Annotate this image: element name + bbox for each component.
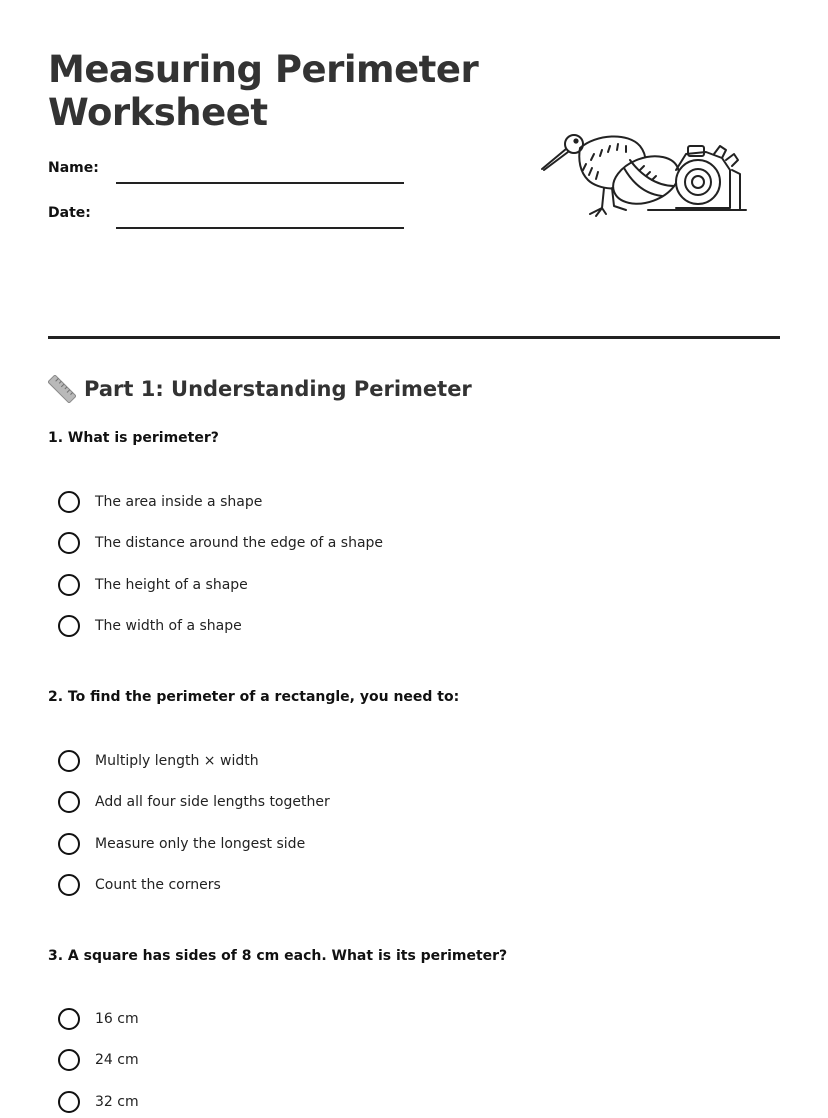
ruler-icon xyxy=(48,375,76,403)
radio-button[interactable] xyxy=(58,1008,80,1030)
worksheet-title xyxy=(48,48,478,134)
question-2-option-1[interactable] xyxy=(58,748,259,774)
question-3 xyxy=(48,946,788,1110)
question-3-option-1[interactable] xyxy=(58,1006,139,1032)
option-label: The height of a shape xyxy=(95,577,248,593)
radio-button[interactable] xyxy=(58,491,80,513)
radio-button[interactable] xyxy=(58,833,80,855)
radio-button[interactable] xyxy=(58,750,80,772)
date-underline xyxy=(116,227,404,229)
name-input[interactable] xyxy=(116,162,404,182)
section-heading xyxy=(48,373,472,405)
question-2-option-4[interactable] xyxy=(58,872,221,898)
option-label: The width of a shape xyxy=(95,618,242,634)
section-title: Part 1: Understanding Perimeter xyxy=(84,377,472,401)
option-label: 32 cm xyxy=(95,1094,139,1110)
question-2-option-3[interactable] xyxy=(58,831,305,857)
radio-button[interactable] xyxy=(58,874,80,896)
question-1-option-3[interactable] xyxy=(58,572,248,598)
radio-button[interactable] xyxy=(58,615,80,637)
option-label: 24 cm xyxy=(95,1052,139,1068)
question-2 xyxy=(48,687,788,893)
date-field xyxy=(48,205,408,235)
option-label: Multiply length × width xyxy=(95,753,259,769)
option-label: The distance around the edge of a shape xyxy=(95,535,384,551)
radio-button[interactable] xyxy=(58,791,80,813)
radio-button[interactable] xyxy=(58,1091,80,1113)
option-label: Measure only the longest side xyxy=(95,836,306,852)
name-label: Name: xyxy=(48,160,99,176)
kiwi-rugby-illustration xyxy=(536,124,752,224)
radio-button[interactable] xyxy=(58,574,80,596)
question-3-text: 3. A square has sides of 8 cm each. What is its perimeter? xyxy=(48,948,508,964)
section-divider xyxy=(48,336,780,339)
question-1-option-1[interactable] xyxy=(58,489,262,515)
question-3-option-3[interactable] xyxy=(58,1089,139,1115)
question-1 xyxy=(48,428,788,634)
question-1-option-2[interactable] xyxy=(58,530,383,556)
option-label: 16 cm xyxy=(95,1011,139,1027)
question-1-text: 1. What is perimeter? xyxy=(48,430,219,446)
question-2-text: 2. To find the perimeter of a rectangle, you need to: xyxy=(48,689,460,705)
name-field xyxy=(48,160,408,190)
option-label: The area inside a shape xyxy=(95,494,263,510)
date-label: Date: xyxy=(48,205,91,221)
question-2-option-2[interactable] xyxy=(58,789,330,815)
name-underline xyxy=(116,182,404,184)
radio-button[interactable] xyxy=(58,1049,80,1071)
question-1-option-4[interactable] xyxy=(58,613,242,639)
date-input[interactable] xyxy=(116,207,404,227)
title-line-2: Worksheet xyxy=(48,91,268,134)
radio-button[interactable] xyxy=(58,532,80,554)
question-3-option-2[interactable] xyxy=(58,1047,139,1073)
option-label: Count the corners xyxy=(95,877,221,893)
option-label: Add all four side lengths together xyxy=(95,794,330,810)
title-line-1: Measuring Perimeter xyxy=(48,48,479,91)
